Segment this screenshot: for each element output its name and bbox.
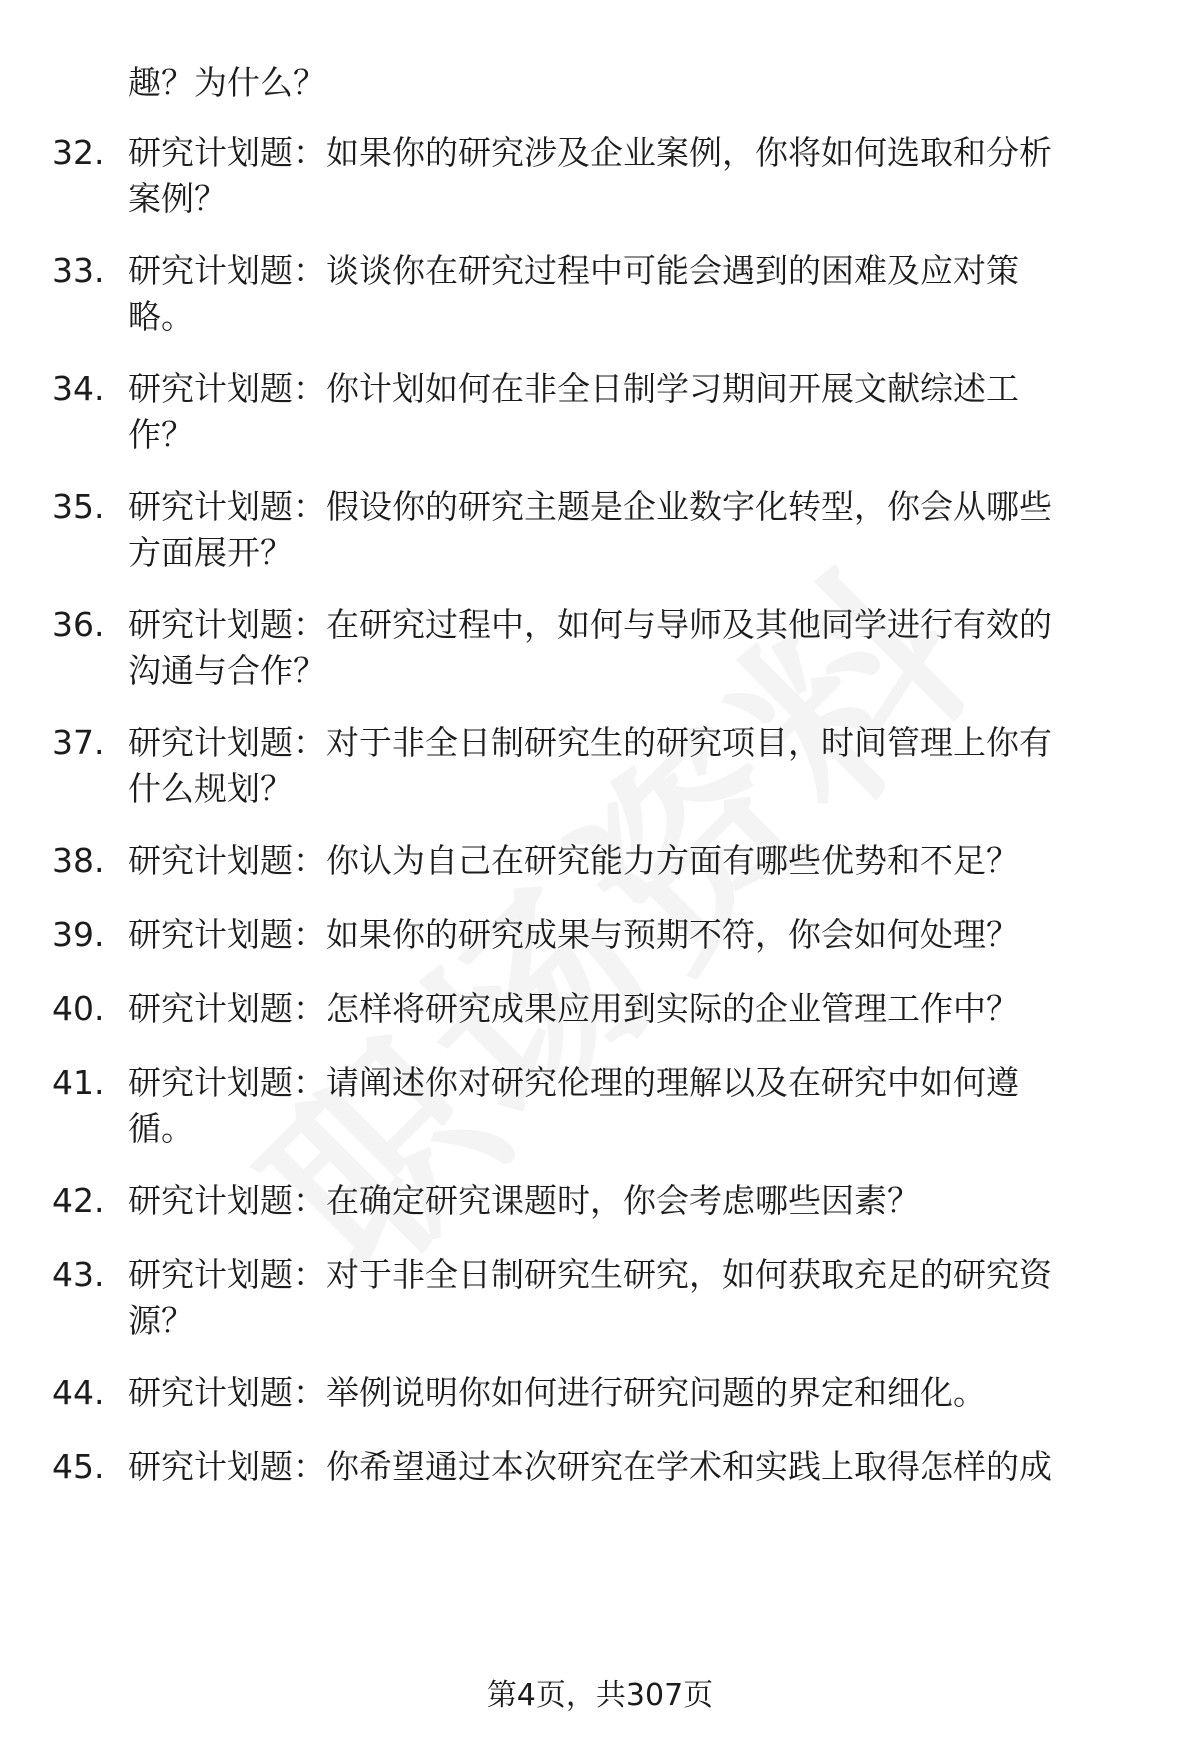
item-text: 研究计划题：如果你的研究成果与预期不符，你会如何处理？	[128, 915, 1019, 954]
item-number: 38.	[52, 841, 105, 880]
item-number: 33.	[52, 251, 105, 290]
continuation-text: 趣？为什么？	[128, 63, 326, 102]
item-text: 研究计划题：你计划如何在非全日制学习期间开展文献综述工 作？	[128, 369, 1019, 454]
item-text: 研究计划题：请阐述你对研究伦理的理解以及在研究中如何遵 循。	[128, 1063, 1019, 1148]
item-text: 研究计划题：举例说明你如何进行研究问题的界定和细化。	[128, 1373, 986, 1412]
item-text: 研究计划题：谈谈你在研究过程中可能会遇到的困难及应对策 略。	[128, 251, 1019, 336]
item-number: 32.	[52, 133, 105, 172]
item-text: 研究计划题：在研究过程中，如何与导师及其他同学进行有效的 沟通与合作？	[128, 605, 1052, 690]
item-text: 研究计划题：你认为自己在研究能力方面有哪些优势和不足？	[128, 841, 1019, 880]
item-number: 41.	[52, 1063, 105, 1102]
item-number: 40.	[52, 989, 105, 1028]
item-number: 35.	[52, 487, 105, 526]
item-text: 研究计划题：对于非全日制研究生研究，如何获取充足的研究资 源？	[128, 1255, 1052, 1340]
page-footer: 第4页，共307页	[486, 1678, 714, 1713]
item-number: 36.	[52, 605, 105, 644]
item-text: 研究计划题：假设你的研究主题是企业数字化转型，你会从哪些 方面展开？	[128, 487, 1052, 572]
item-number: 45.	[52, 1447, 105, 1486]
item-text: 研究计划题：在确定研究课题时，你会考虑哪些因素？	[128, 1181, 920, 1220]
item-text: 研究计划题：你希望通过本次研究在学术和实践上取得怎样的成	[128, 1447, 1052, 1486]
item-number: 34.	[52, 369, 105, 408]
item-text: 研究计划题：如果你的研究涉及企业案例，你将如何选取和分析 案例？	[128, 133, 1052, 218]
item-number: 42.	[52, 1181, 105, 1220]
item-text: 研究计划题：对于非全日制研究生的研究项目，时间管理上你有 什么规划？	[128, 723, 1052, 808]
item-text: 研究计划题：怎样将研究成果应用到实际的企业管理工作中？	[128, 989, 1019, 1028]
item-number: 39.	[52, 915, 105, 954]
item-number: 44.	[52, 1373, 105, 1412]
item-number: 43.	[52, 1255, 105, 1294]
item-number: 37.	[52, 723, 105, 762]
